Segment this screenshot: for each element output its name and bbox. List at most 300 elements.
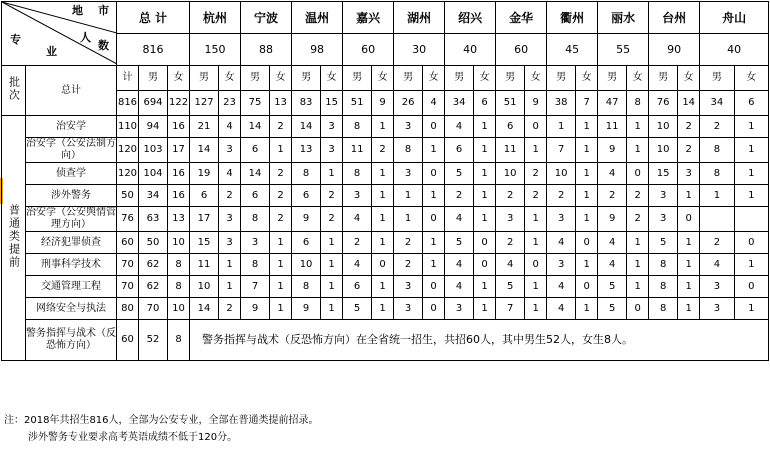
city-count: 98 xyxy=(292,34,343,66)
footnote-line-1: 注：2018年共招生816人，全部为公安专业，全部在普通类提前招录。 xyxy=(4,415,319,426)
nv-header: 女 xyxy=(168,66,190,91)
major-value: 9 xyxy=(598,207,627,232)
total-value: 34 xyxy=(700,91,734,116)
city-name: 台州 xyxy=(649,2,700,34)
city-name: 金华 xyxy=(496,2,547,34)
major-value: 1 xyxy=(372,116,394,138)
total-value: 34 xyxy=(445,91,474,116)
major-value: 1 xyxy=(627,138,649,163)
major-value: 2 xyxy=(678,116,700,138)
major-value: 16 xyxy=(168,163,190,185)
major-value: 14 xyxy=(190,138,219,163)
total-value: 75 xyxy=(241,91,270,116)
major-value: 7 xyxy=(547,138,576,163)
table-row xyxy=(2,185,769,207)
table-row xyxy=(2,207,769,232)
major-value: 6 xyxy=(241,138,270,163)
total-value: 9 xyxy=(525,91,547,116)
major-value: 1 xyxy=(734,163,768,185)
major-value: 1 xyxy=(394,185,423,207)
total-value: 15 xyxy=(321,91,343,116)
major-value: 5 xyxy=(445,232,474,254)
major-value: 3 xyxy=(547,207,576,232)
major-value: 1 xyxy=(474,163,496,185)
major-value: 1 xyxy=(734,138,768,163)
major-value: 60 xyxy=(117,232,139,254)
major-value: 6 xyxy=(292,232,321,254)
empty-cell xyxy=(734,207,768,232)
major-value: 0 xyxy=(525,254,547,276)
major-value: 2 xyxy=(270,207,292,232)
major-value: 1 xyxy=(474,116,496,138)
pici-label: 批次 xyxy=(7,75,21,102)
city-count: 40 xyxy=(445,34,496,66)
city-name: 宁波 xyxy=(241,2,292,34)
major-value: 70 xyxy=(117,276,139,298)
total-value: 76 xyxy=(649,91,678,116)
city-name: 杭州 xyxy=(190,2,241,34)
major-value: 1 xyxy=(474,276,496,298)
nan-header: 男 xyxy=(241,66,270,91)
major-value: 120 xyxy=(117,163,139,185)
major-value: 1 xyxy=(270,138,292,163)
major-value: 21 xyxy=(190,116,219,138)
city-name: 温州 xyxy=(292,2,343,34)
nv-header: 女 xyxy=(734,66,768,91)
major-value: 3 xyxy=(678,163,700,185)
major-value: 1 xyxy=(576,116,598,138)
major-value: 8 xyxy=(394,138,423,163)
major-value: 4 xyxy=(598,163,627,185)
table-row xyxy=(2,320,769,361)
major-value: 1 xyxy=(678,254,700,276)
empty-cell xyxy=(700,207,734,232)
major-value: 3 xyxy=(394,276,423,298)
major-value: 4 xyxy=(445,254,474,276)
major-value: 1 xyxy=(423,232,445,254)
major-value: 1 xyxy=(734,254,768,276)
major-name: 治安学（公安法制方向） xyxy=(26,138,116,161)
total-value: 6 xyxy=(474,91,496,116)
major-value: 0 xyxy=(372,254,394,276)
major-value: 4 xyxy=(343,207,372,232)
major-value: 19 xyxy=(190,163,219,185)
nan-header: 男 xyxy=(496,66,525,91)
major-value: 7 xyxy=(496,298,525,320)
major-value: 16 xyxy=(168,116,190,138)
major-value: 3 xyxy=(219,232,241,254)
total-value: 8 xyxy=(627,91,649,116)
major-value: 2 xyxy=(219,298,241,320)
total-value: 127 xyxy=(190,91,219,116)
major-value: 1 xyxy=(576,254,598,276)
nan-header: 男 xyxy=(394,66,423,91)
label-shi: 市 xyxy=(98,4,109,17)
nv-header: 女 xyxy=(576,66,598,91)
table-row xyxy=(2,232,769,254)
major-value: 2 xyxy=(270,163,292,185)
major-value: 10 xyxy=(190,276,219,298)
major-value: 15 xyxy=(190,232,219,254)
major-value: 8 xyxy=(168,320,190,361)
city-count: 55 xyxy=(598,34,649,66)
major-value: 4 xyxy=(547,232,576,254)
major-value: 52 xyxy=(139,320,168,361)
major-value: 50 xyxy=(139,232,168,254)
nan-header: 男 xyxy=(343,66,372,91)
major-value: 5 xyxy=(496,276,525,298)
major-value: 14 xyxy=(190,298,219,320)
nan-header: 男 xyxy=(700,66,734,91)
diagonal-header-cell xyxy=(2,2,117,66)
major-value: 1 xyxy=(525,232,547,254)
major-value: 1 xyxy=(576,185,598,207)
major-value: 80 xyxy=(117,298,139,320)
label-zhuan: 专 xyxy=(10,33,21,46)
city-count: 60 xyxy=(496,34,547,66)
major-value: 6 xyxy=(292,185,321,207)
major-value: 0 xyxy=(525,116,547,138)
major-value: 3 xyxy=(649,207,678,232)
major-value: 0 xyxy=(423,163,445,185)
major-value: 1 xyxy=(372,207,394,232)
major-value: 1 xyxy=(547,116,576,138)
major-value: 3 xyxy=(219,138,241,163)
major-value: 60 xyxy=(117,320,139,361)
major-value: 0 xyxy=(423,276,445,298)
major-value: 16 xyxy=(168,185,190,207)
major-value: 2 xyxy=(496,232,525,254)
major-value: 4 xyxy=(598,254,627,276)
major-value: 1 xyxy=(627,276,649,298)
label-di: 地 xyxy=(72,4,83,17)
city-name: 丽水 xyxy=(598,2,649,34)
nan-header: 男 xyxy=(445,66,474,91)
major-value: 17 xyxy=(168,138,190,163)
nv-header: 女 xyxy=(423,66,445,91)
major-value: 1 xyxy=(678,185,700,207)
city-name: 嘉兴 xyxy=(343,2,394,34)
major-value: 1 xyxy=(700,185,734,207)
major-value: 8 xyxy=(649,276,678,298)
major-value: 3 xyxy=(241,232,270,254)
city-name: 绍兴 xyxy=(445,2,496,34)
major-value: 1 xyxy=(576,298,598,320)
major-value: 8 xyxy=(292,276,321,298)
major-value: 1 xyxy=(474,207,496,232)
total-header: 总 计 xyxy=(117,2,190,34)
nv-header: 女 xyxy=(372,66,394,91)
major-value: 14 xyxy=(292,116,321,138)
total-value: 14 xyxy=(678,91,700,116)
major-value: 70 xyxy=(117,254,139,276)
nv-header: 女 xyxy=(525,66,547,91)
major-value: 3 xyxy=(496,207,525,232)
major-value: 8 xyxy=(649,298,678,320)
city-count: 45 xyxy=(547,34,598,66)
major-value: 1 xyxy=(321,276,343,298)
nan-header: 男 xyxy=(598,66,627,91)
major-value: 6 xyxy=(445,138,474,163)
major-value: 10 xyxy=(547,163,576,185)
table-row xyxy=(2,138,769,163)
major-value: 3 xyxy=(700,276,734,298)
major-value: 1 xyxy=(321,254,343,276)
nan-header: 男 xyxy=(547,66,576,91)
major-value: 9 xyxy=(241,298,270,320)
major-value: 6 xyxy=(496,116,525,138)
major-value: 6 xyxy=(343,276,372,298)
nan-header: 男 xyxy=(139,66,168,91)
major-value: 5 xyxy=(649,232,678,254)
major-value: 11 xyxy=(190,254,219,276)
major-value: 2 xyxy=(372,138,394,163)
total-value: 6 xyxy=(734,91,768,116)
category-label: 普通类提前 xyxy=(7,203,21,269)
major-value: 0 xyxy=(423,116,445,138)
major-value: 2 xyxy=(547,185,576,207)
major-value: 7 xyxy=(241,276,270,298)
major-value: 2 xyxy=(678,138,700,163)
major-value: 1 xyxy=(734,298,768,320)
total-value: 38 xyxy=(547,91,576,116)
major-value: 1 xyxy=(270,254,292,276)
major-value: 0 xyxy=(576,232,598,254)
total-value: 9 xyxy=(372,91,394,116)
major-value: 2 xyxy=(496,185,525,207)
major-value: 14 xyxy=(241,163,270,185)
major-value: 4 xyxy=(700,254,734,276)
major-value: 8 xyxy=(343,116,372,138)
major-value: 3 xyxy=(343,185,372,207)
major-value: 13 xyxy=(168,207,190,232)
major-value: 9 xyxy=(598,138,627,163)
major-value: 5 xyxy=(598,298,627,320)
major-value: 11 xyxy=(496,138,525,163)
major-value: 8 xyxy=(649,254,678,276)
major-value: 3 xyxy=(219,207,241,232)
major-value: 0 xyxy=(627,163,649,185)
major-value: 1 xyxy=(423,138,445,163)
nan-header: 男 xyxy=(190,66,219,91)
major-value: 6 xyxy=(190,185,219,207)
major-value: 1 xyxy=(678,232,700,254)
major-value: 1 xyxy=(423,254,445,276)
major-value: 4 xyxy=(219,163,241,185)
total-value: 23 xyxy=(219,91,241,116)
major-value: 5 xyxy=(445,163,474,185)
total-value: 4 xyxy=(423,91,445,116)
major-value: 34 xyxy=(139,185,168,207)
major-value: 6 xyxy=(241,185,270,207)
major-value: 1 xyxy=(525,276,547,298)
major-value: 1 xyxy=(678,276,700,298)
major-value: 1 xyxy=(474,185,496,207)
major-value: 14 xyxy=(241,116,270,138)
total-value: 694 xyxy=(139,91,168,116)
major-value: 2 xyxy=(700,116,734,138)
major-value: 2 xyxy=(525,163,547,185)
major-value: 15 xyxy=(649,163,678,185)
major-value: 8 xyxy=(241,207,270,232)
major-value: 2 xyxy=(394,232,423,254)
major-value: 103 xyxy=(139,138,168,163)
major-value: 1 xyxy=(576,163,598,185)
major-name: 治安学（公安舆情管理方向） xyxy=(26,207,116,230)
major-value: 2 xyxy=(270,116,292,138)
major-value: 4 xyxy=(445,276,474,298)
major-value: 1 xyxy=(321,298,343,320)
major-value: 0 xyxy=(423,298,445,320)
major-value: 1 xyxy=(627,232,649,254)
major-value: 17 xyxy=(190,207,219,232)
major-value: 1 xyxy=(372,276,394,298)
major-value: 70 xyxy=(139,298,168,320)
major-value: 1 xyxy=(734,116,768,138)
major-value: 2 xyxy=(270,185,292,207)
major-value: 1 xyxy=(474,138,496,163)
major-value: 11 xyxy=(343,138,372,163)
major-value: 1 xyxy=(219,254,241,276)
total-value: 83 xyxy=(292,91,321,116)
major-name: 刑事科学技术 xyxy=(26,254,117,276)
major-value: 10 xyxy=(496,163,525,185)
total-value: 7 xyxy=(576,91,598,116)
major-value: 3 xyxy=(700,298,734,320)
major-value: 1 xyxy=(525,207,547,232)
major-value: 94 xyxy=(139,116,168,138)
major-value: 0 xyxy=(474,254,496,276)
nv-header: 女 xyxy=(321,66,343,91)
city-count: 150 xyxy=(190,34,241,66)
major-value: 3 xyxy=(321,138,343,163)
major-value: 2 xyxy=(343,232,372,254)
major-value: 9 xyxy=(292,207,321,232)
major-value: 11 xyxy=(598,116,627,138)
major-value: 4 xyxy=(598,232,627,254)
major-value: 8 xyxy=(700,138,734,163)
nv-header: 女 xyxy=(678,66,700,91)
major-value: 9 xyxy=(292,298,321,320)
major-value: 5 xyxy=(343,298,372,320)
total-value: 13 xyxy=(270,91,292,116)
major-value: 1 xyxy=(321,232,343,254)
major-value: 8 xyxy=(700,163,734,185)
major-value: 1 xyxy=(627,254,649,276)
city-count: 88 xyxy=(241,34,292,66)
city-count: 60 xyxy=(343,34,394,66)
major-value: 3 xyxy=(649,185,678,207)
category-cell xyxy=(2,116,26,361)
major-value: 10 xyxy=(168,232,190,254)
total-value: 122 xyxy=(168,91,190,116)
major-value: 3 xyxy=(547,254,576,276)
major-value: 1 xyxy=(372,163,394,185)
major-value: 120 xyxy=(117,138,139,163)
major-value: 0 xyxy=(734,232,768,254)
major-value: 4 xyxy=(445,207,474,232)
major-value: 2 xyxy=(445,185,474,207)
major-value: 3 xyxy=(445,298,474,320)
major-value: 10 xyxy=(649,138,678,163)
major-name: 网络安全与执法 xyxy=(26,298,117,320)
major-name: 侦查学 xyxy=(26,163,117,185)
major-value: 13 xyxy=(292,138,321,163)
major-value: 104 xyxy=(139,163,168,185)
major-value: 62 xyxy=(139,276,168,298)
major-value: 110 xyxy=(117,116,139,138)
major-value: 4 xyxy=(445,116,474,138)
major-value: 1 xyxy=(372,185,394,207)
major-value: 3 xyxy=(394,116,423,138)
major-value: 1 xyxy=(525,298,547,320)
total-value: 51 xyxy=(343,91,372,116)
major-value: 2 xyxy=(219,185,241,207)
city-name: 舟山 xyxy=(700,2,769,34)
nan-header: 男 xyxy=(292,66,321,91)
major-value: 1 xyxy=(734,185,768,207)
major-value: 1 xyxy=(270,276,292,298)
special-note: 警务指挥与战术（反恐怖方向）在全省统一招生，共招60人，其中男生52人，女生8人。 xyxy=(190,320,769,361)
major-value: 2 xyxy=(700,232,734,254)
major-value: 0 xyxy=(474,232,496,254)
major-value: 1 xyxy=(321,163,343,185)
major-value: 4 xyxy=(547,276,576,298)
major-value: 2 xyxy=(627,185,649,207)
table-row xyxy=(2,163,769,185)
label-shu: 数 xyxy=(98,39,109,52)
major-value: 10 xyxy=(292,254,321,276)
major-value: 1 xyxy=(474,298,496,320)
major-value: 0 xyxy=(734,276,768,298)
major-value: 2 xyxy=(321,207,343,232)
table-row xyxy=(2,298,769,320)
major-value: 8 xyxy=(343,163,372,185)
table-row xyxy=(2,254,769,276)
major-value: 50 xyxy=(117,185,139,207)
major-value: 3 xyxy=(394,163,423,185)
total-value: 816 xyxy=(117,91,139,116)
ji-header: 计 xyxy=(117,66,139,91)
city-name: 衢州 xyxy=(547,2,598,34)
major-value: 10 xyxy=(649,116,678,138)
major-value: 0 xyxy=(576,276,598,298)
major-value: 8 xyxy=(168,276,190,298)
major-value: 5 xyxy=(598,276,627,298)
major-value: 1 xyxy=(678,298,700,320)
major-value: 1 xyxy=(525,138,547,163)
major-value: 1 xyxy=(372,232,394,254)
major-value: 1 xyxy=(423,185,445,207)
nv-header: 女 xyxy=(270,66,292,91)
major-name: 交通管理工程 xyxy=(26,276,117,298)
major-value: 10 xyxy=(168,298,190,320)
major-value: 4 xyxy=(219,116,241,138)
major-value: 2 xyxy=(598,185,627,207)
major-value: 1 xyxy=(394,207,423,232)
major-value: 76 xyxy=(117,207,139,232)
major-value: 8 xyxy=(292,163,321,185)
city-count: 90 xyxy=(649,34,700,66)
major-value: 62 xyxy=(139,254,168,276)
label-ye: 业 xyxy=(46,45,57,58)
table-row xyxy=(2,276,769,298)
major-value: 1 xyxy=(576,207,598,232)
major-value: 2 xyxy=(627,207,649,232)
major-value: 1 xyxy=(576,138,598,163)
major-name: 治安学 xyxy=(26,116,117,138)
label-ren: 人 xyxy=(80,31,91,44)
